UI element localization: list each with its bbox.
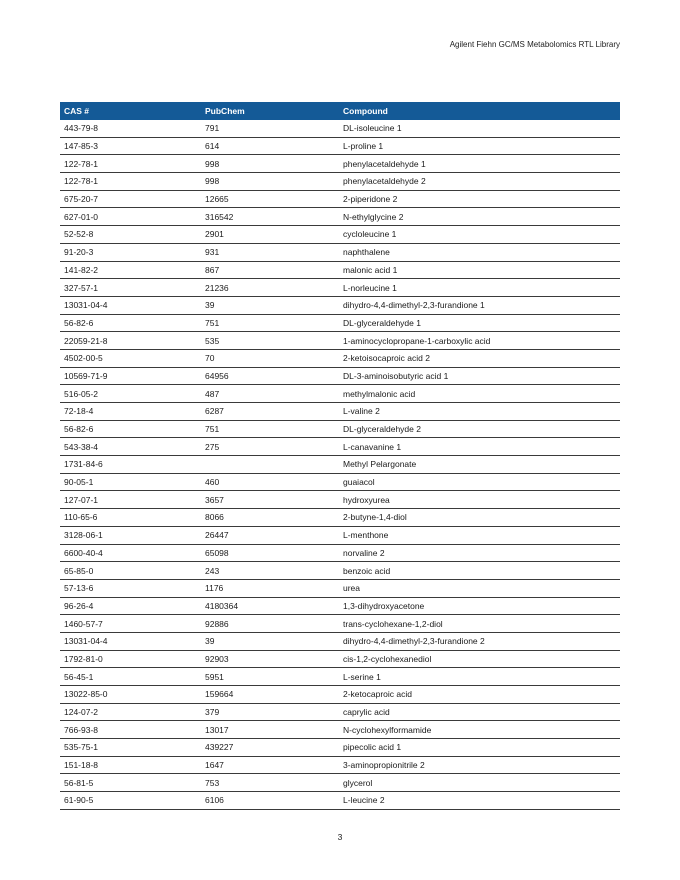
compound-cell: L-valine 2 (339, 403, 620, 421)
running-header: Agilent Fiehn GC/MS Metabolomics RTL Library (449, 40, 620, 49)
pubchem-cell: 1176 (201, 579, 339, 597)
compound-cell: N-cyclohexylformamide (339, 721, 620, 739)
cas-cell: 543-38-4 (60, 438, 201, 456)
pubchem-cell: 487 (201, 385, 339, 403)
compound-cell: trans-cyclohexane-1,2-diol (339, 615, 620, 633)
compound-cell: L-menthone (339, 526, 620, 544)
compound-cell: 1,3-dihydroxyacetone (339, 597, 620, 615)
compound-cell: methylmalonic acid (339, 385, 620, 403)
cas-cell: 535-75-1 (60, 739, 201, 757)
table-row (60, 438, 620, 456)
table-row (60, 632, 620, 650)
table-row (60, 385, 620, 403)
compound-cell: L-norleucine 1 (339, 279, 620, 297)
pubchem-cell: 92886 (201, 615, 339, 633)
page-number: 3 (337, 832, 343, 842)
table-row (60, 120, 620, 137)
cas-cell: 127-07-1 (60, 491, 201, 509)
cas-cell: 516-05-2 (60, 385, 201, 403)
cas-cell: 52-52-8 (60, 226, 201, 244)
table-row (60, 226, 620, 244)
table-row (60, 579, 620, 597)
cas-cell: 13031-04-4 (60, 632, 201, 650)
pubchem-cell: 159664 (201, 686, 339, 704)
pubchem-cell: 39 (201, 296, 339, 314)
cas-cell: 122-78-1 (60, 173, 201, 191)
table-row (60, 367, 620, 385)
cas-cell: 72-18-4 (60, 403, 201, 421)
compound-cell: 2-ketocaproic acid (339, 686, 620, 704)
compound-cell: dihydro-4,4-dimethyl-2,3-furandione 1 (339, 296, 620, 314)
table-row (60, 155, 620, 173)
column-header-pubchem: PubChem (201, 102, 339, 120)
cas-cell: 90-05-1 (60, 473, 201, 491)
cas-cell: 6600-40-4 (60, 544, 201, 562)
pubchem-cell: 70 (201, 349, 339, 367)
table-row (60, 774, 620, 792)
table-row (60, 739, 620, 757)
pubchem-cell: 931 (201, 243, 339, 261)
pubchem-cell: 92903 (201, 650, 339, 668)
table-row (60, 208, 620, 226)
table-row (60, 650, 620, 668)
compound-table (60, 102, 620, 810)
cas-cell: 65-85-0 (60, 562, 201, 580)
pubchem-cell: 3657 (201, 491, 339, 509)
table-row (60, 296, 620, 314)
table-row (60, 756, 620, 774)
pubchem-cell: 243 (201, 562, 339, 580)
compound-cell: DL-glyceraldehyde 1 (339, 314, 620, 332)
table-row (60, 173, 620, 191)
compound-cell: 3-aminopropionitrile 2 (339, 756, 620, 774)
pubchem-cell: 6287 (201, 403, 339, 421)
cas-cell: 57-13-6 (60, 579, 201, 597)
pubchem-cell: 65098 (201, 544, 339, 562)
cas-cell: 675-20-7 (60, 190, 201, 208)
compound-cell: cycloleucine 1 (339, 226, 620, 244)
cas-cell: 56-82-6 (60, 314, 201, 332)
table-row (60, 562, 620, 580)
cas-cell: 1731-84-6 (60, 456, 201, 474)
compound-cell: malonic acid 1 (339, 261, 620, 279)
compound-cell: hydroxyurea (339, 491, 620, 509)
cas-cell: 110-65-6 (60, 509, 201, 527)
compound-cell: guaiacol (339, 473, 620, 491)
pubchem-cell: 791 (201, 120, 339, 137)
pubchem-cell: 998 (201, 173, 339, 191)
pubchem-cell: 64956 (201, 367, 339, 385)
table-row (60, 668, 620, 686)
table-row (60, 137, 620, 155)
compound-cell: benzoic acid (339, 562, 620, 580)
pubchem-cell: 867 (201, 261, 339, 279)
compound-cell: DL-isoleucine 1 (339, 120, 620, 137)
compound-cell: DL-3-aminoisobutyric acid 1 (339, 367, 620, 385)
table-row (60, 544, 620, 562)
cas-cell: 443-79-8 (60, 120, 201, 137)
column-header-compound: Compound (339, 102, 620, 120)
cas-cell: 91-20-3 (60, 243, 201, 261)
table-row (60, 314, 620, 332)
pubchem-cell: 751 (201, 420, 339, 438)
pubchem-cell: 13017 (201, 721, 339, 739)
pubchem-cell: 12665 (201, 190, 339, 208)
table-row (60, 615, 620, 633)
table-row (60, 279, 620, 297)
pubchem-cell: 614 (201, 137, 339, 155)
table-row (60, 403, 620, 421)
table-row (60, 349, 620, 367)
pubchem-cell: 460 (201, 473, 339, 491)
table-row (60, 261, 620, 279)
table-row (60, 792, 620, 810)
table-row (60, 243, 620, 261)
cas-cell: 327-57-1 (60, 279, 201, 297)
pubchem-cell: 6106 (201, 792, 339, 810)
compound-cell: urea (339, 579, 620, 597)
pubchem-cell: 751 (201, 314, 339, 332)
compound-cell: Methyl Pelargonate (339, 456, 620, 474)
pubchem-cell: 535 (201, 332, 339, 350)
cas-cell: 151-18-8 (60, 756, 201, 774)
table-row (60, 456, 620, 474)
compound-cell: cis-1,2-cyclohexanediol (339, 650, 620, 668)
cas-cell: 22059-21-8 (60, 332, 201, 350)
table-row (60, 686, 620, 704)
compound-cell: 2-piperidone 2 (339, 190, 620, 208)
table-row (60, 721, 620, 739)
cas-cell: 766-93-8 (60, 721, 201, 739)
compound-cell: 1-aminocyclopropane-1-carboxylic acid (339, 332, 620, 350)
table-row (60, 703, 620, 721)
compound-cell: L-serine 1 (339, 668, 620, 686)
pubchem-cell (201, 456, 339, 474)
compound-cell: glycerol (339, 774, 620, 792)
pubchem-cell: 316542 (201, 208, 339, 226)
pubchem-cell: 26447 (201, 526, 339, 544)
table-row (60, 526, 620, 544)
cas-cell: 627-01-0 (60, 208, 201, 226)
column-header-cas: CAS # (60, 102, 201, 120)
pubchem-cell: 1647 (201, 756, 339, 774)
cas-cell: 124-07-2 (60, 703, 201, 721)
compound-cell: naphthalene (339, 243, 620, 261)
cas-cell: 4502-00-5 (60, 349, 201, 367)
cas-cell: 56-45-1 (60, 668, 201, 686)
compound-cell: DL-glyceraldehyde 2 (339, 420, 620, 438)
pubchem-cell: 5951 (201, 668, 339, 686)
pubchem-cell: 39 (201, 632, 339, 650)
cas-cell: 56-81-5 (60, 774, 201, 792)
pubchem-cell: 8066 (201, 509, 339, 527)
compound-cell: L-canavanine 1 (339, 438, 620, 456)
compound-cell: phenylacetaldehyde 2 (339, 173, 620, 191)
compound-cell: pipecolic acid 1 (339, 739, 620, 757)
compound-cell: dihydro-4,4-dimethyl-2,3-furandione 2 (339, 632, 620, 650)
pubchem-cell: 2901 (201, 226, 339, 244)
cas-cell: 96-26-4 (60, 597, 201, 615)
cas-cell: 147-85-3 (60, 137, 201, 155)
cas-cell: 61-90-5 (60, 792, 201, 810)
cas-cell: 13031-04-4 (60, 296, 201, 314)
pubchem-cell: 439227 (201, 739, 339, 757)
table-body (60, 120, 620, 809)
compound-cell: 2-butyne-1,4-diol (339, 509, 620, 527)
compound-cell: caprylic acid (339, 703, 620, 721)
cas-cell: 1460-57-7 (60, 615, 201, 633)
table-row (60, 473, 620, 491)
pubchem-cell: 21236 (201, 279, 339, 297)
cas-cell: 10569-71-9 (60, 367, 201, 385)
table-row (60, 190, 620, 208)
cas-cell: 13022-85-0 (60, 686, 201, 704)
table-row (60, 420, 620, 438)
compound-cell: N-ethylglycine 2 (339, 208, 620, 226)
table-row (60, 509, 620, 527)
compound-cell: L-proline 1 (339, 137, 620, 155)
pubchem-cell: 275 (201, 438, 339, 456)
cas-cell: 122-78-1 (60, 155, 201, 173)
table-row (60, 332, 620, 350)
cas-cell: 3128-06-1 (60, 526, 201, 544)
cas-cell: 56-82-6 (60, 420, 201, 438)
pubchem-cell: 4180364 (201, 597, 339, 615)
compound-cell: norvaline 2 (339, 544, 620, 562)
compound-cell: L-leucine 2 (339, 792, 620, 810)
pubchem-cell: 379 (201, 703, 339, 721)
table-row (60, 491, 620, 509)
table-row (60, 597, 620, 615)
pubchem-cell: 753 (201, 774, 339, 792)
cas-cell: 1792-81-0 (60, 650, 201, 668)
table-header-row (60, 102, 620, 120)
compound-cell: 2-ketoisocaproic acid 2 (339, 349, 620, 367)
pubchem-cell: 998 (201, 155, 339, 173)
cas-cell: 141-82-2 (60, 261, 201, 279)
compound-cell: phenylacetaldehyde 1 (339, 155, 620, 173)
